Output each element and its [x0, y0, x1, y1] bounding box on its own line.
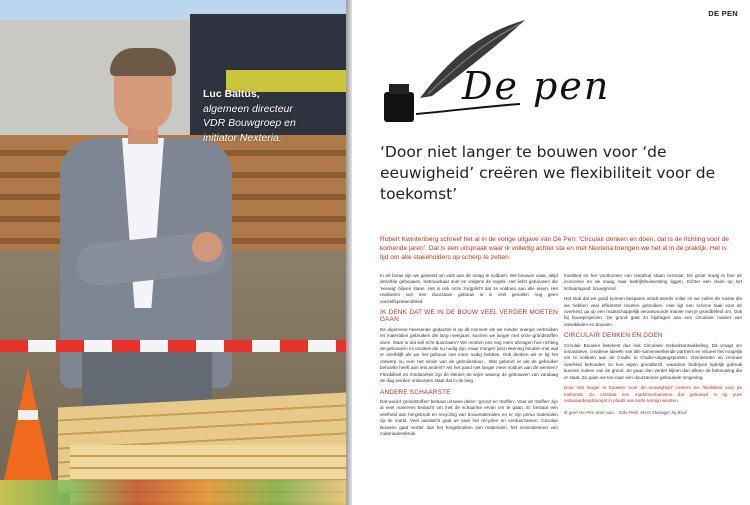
- pen-handoff-note: Ik geef De Pen door aan... Edu Peet, MVO Manager bij Bruil: [564, 410, 687, 416]
- barrier-tape: [0, 340, 346, 352]
- body-paragraph: Het stuk dat we goed kunnen besparen wordt steeds voller en we zullen de ruimte die we hebben veel efficiënter moeten gebruiken. Hier ligt een schone taak voor de overheid, ga op een maatschappelijk verantwoorde manier met je grondbeleid om. Ook bij bouwprojecten. De grond gaat zo bijdragen aan een circulaire manier van ontwikkelen en bouwen.: [564, 296, 742, 327]
- body-paragraph: Dat woord 'grondstoffen' bestaat uit twee delen: 'grond' en 'stoffen'. Voor de 'stoffen' zijn al veel manieren bedacht om met de schaarste ervan om te gaan. Er bestaat een veelheid aan hergebruik en recycling van bouwmaterialen en er zijn prima materialen op de markt. Veel aandacht gaat uit naar het recyclen en verduurzamen. Circulair Bouwen gaat verder dan het hergebruiken van materialen, het minimaliseren van materiaalverbruik.: [380, 398, 558, 436]
- body-paragraph: Circulair Bouwen betekent dus ook Circulaire Gebiedsontwikkeling. Dit vraagt om innovatieve, creatieve ideeën van alle samenwerkende partners en visueel het mogelijk om te voldoen aan de Cradle to Cradle-uitgangspunten. Gemeenten en centrale overheid behouden zo hun eigen grondbezit, waardoor bedrijven tijdelijk gebruik kunnen maken van de grond. Ze gaan dan verder kijken dan alleen de bebouwing die er staat. Zo gaan we toe naar een duurzamere gebouwde omgeving.: [564, 342, 742, 380]
- article-intro: Robert Kwintenberg schreef het al in de vorige uitgave van De Pen: ‘Circulair denken en doen, dat is de richting voor de komende jaren’. Dat is een uitspraak waar ik volledig achter sta en met Nexteria brengen we het al in de praktijk. Het is tijd om álle stakeholders op scherp te zetten.: [380, 236, 729, 261]
- body-column-left: [380, 273, 558, 441]
- caption-name: Luc Baltus,: [203, 88, 260, 100]
- subheading: CIRCULAIR DENKEN EN DOEN: [564, 332, 663, 340]
- traffic-cone: [4, 368, 52, 480]
- caption-role-line-1: algemeen directeur: [203, 102, 293, 115]
- body-paragraph: Kwaliteit en het voorkomen van restafval staan centraal. De grote vraag is hoe de economie en de vraag naar bedrijfshuisvesting liggen. Echter een claim op het schaarsgoed: bouwgrond.: [564, 273, 742, 291]
- subheading: IK DENK DAT WE IN DE BOUW VEEL VERDER MOETEN GAAN: [380, 309, 558, 324]
- body-paragraph: In de bouw zijn we gewend om vast aan de vraag te voldoen. We bouwen vaak, altijd dezelfde gebouwen, betrouwbaar snel en volgens de regels. Het liefst gebouwen die 'eeuwig' blijven staan. Het is ook onze zorgplicht dat ze voldoen aan alle eisen. Het realiseren van een duurzaam gebouw is in veel gevallen nog geen vanzelfsprekendheid.: [380, 273, 558, 304]
- caption-role-line-3: initiator Nexteria.: [203, 131, 282, 144]
- section-tag: DE PEN: [708, 9, 738, 18]
- subheading: ANDERE SCHAARSTE: [380, 388, 451, 396]
- pull-quote: Door niet langer te bouwen 'voor de eeuwigheid' creëren we flexibiliteit voor de toekomst. Zo ontstaat een marktmechanisme dat gebouwd is op pure restwaardeopbrengst in plaats van korte termijn winsten.: [564, 385, 742, 403]
- column-title: De pen: [462, 64, 611, 108]
- photo-caption: [203, 87, 296, 145]
- body-paragraph: De algemene heersende gedachte is op dit moment als we minder energie verbruiken en materialen gebruiken die lang meegaan, kunnen we langer met onze grondstoffen doen. Maar is dat wel echt duurzaam? We moeten ons nog meer afvragen hoe richting de gebouwen en locaties die nu nodig zijn, maar morgen juist rekening houden met wat er overblijft als we het gebouw niet meer nodig hebben. Ook denken we er bij het ontwerp nu over het einde van de gebruiksduur... Wat gebeurt er als de gebruiker behoefte heeft aan iets anders? Als het pand niet langer meer voldoet aan de wensen? Flexibiliteit en modulariteit zijn de sleutel, de wijze waarop de gebouwen van vandaag de dag worden ontworpen staat dat in de weg.: [380, 326, 558, 384]
- article-headline: ‘Door niet langer te bouwen voor ‘de eeuwigheid’ creëren we flexibiliteit voor de toekomst’: [380, 143, 716, 203]
- caption-role-line-2: VDR Bouwgroep en: [203, 117, 296, 129]
- portrait-photo: [0, 0, 346, 505]
- body-column-right: [564, 273, 742, 421]
